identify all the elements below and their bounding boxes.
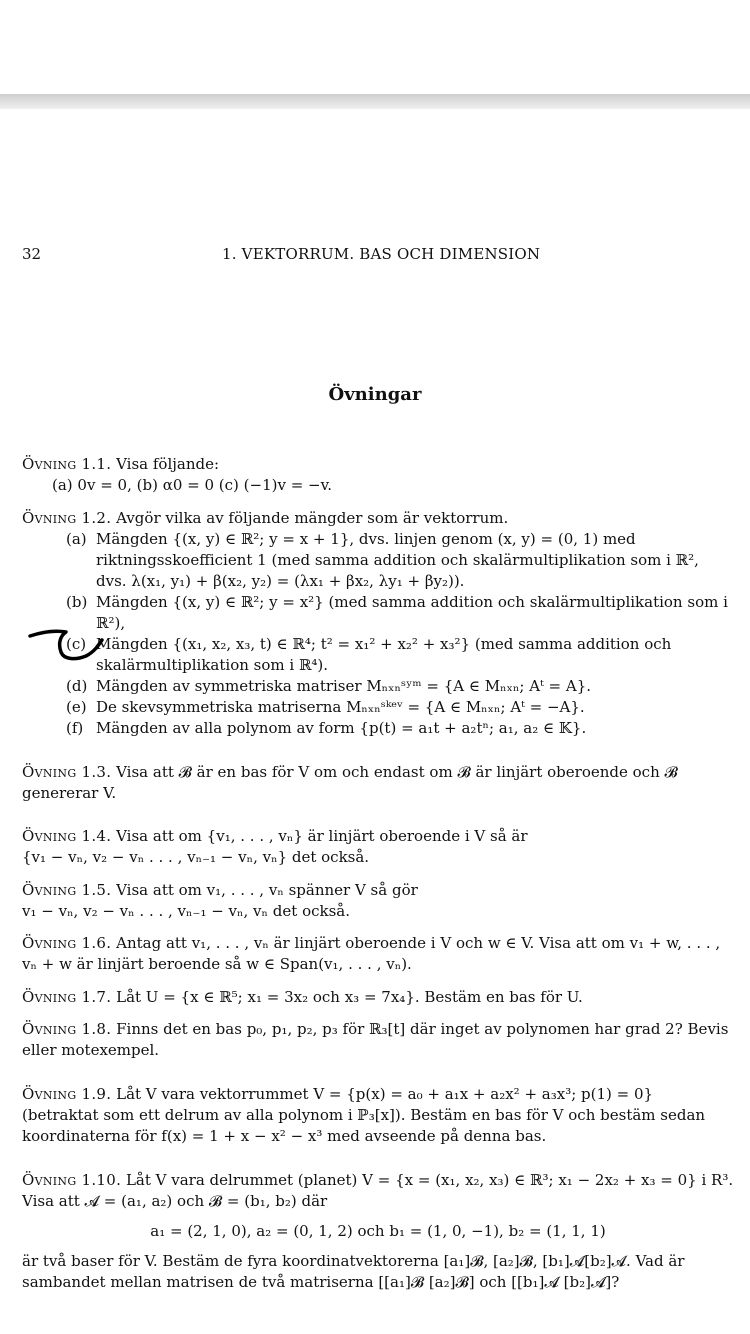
exercise-label: Övning 1.8. [22, 1020, 112, 1038]
item-text: Mängden av symmetriska matriser Mₙₓₙˢʸᵐ = {A ∈ Mₙₓₙ; Aᵗ = A}. [96, 677, 592, 695]
display-equation: a₁ = (2, 1, 0), a₂ = (0, 1, 2) och b₁ = (1, 0, −1), b₂ = (1, 1, 1) [150, 1222, 606, 1240]
exercise-label: Övning 1.10. [22, 1171, 122, 1189]
exercise-label: Övning 1.7. [22, 988, 112, 1006]
exercise-text: v₁ − vₙ, v₂ − vₙ . . . , vₙ₋₁ − vₙ, vₙ det också. [22, 902, 350, 920]
exercise-1-2 [22, 508, 734, 739]
exercise-label: Övning 1.1. [22, 455, 112, 473]
item-text: Mängden {(x, y) ∈ ℝ²; y = x + 1}, dvs. linjen genom (x, y) = (0, 1) med riktningsskoefficient 1 (med samma addition och skalärmultiplikation som i ℝ², dvs. λ(x₁, y₁) + β(x₂, y₂) = (λx₁ + βx₂, λy₁ + βy₂)). [96, 530, 699, 590]
page-number: 32 [22, 245, 42, 263]
item-text: Mängden av alla polynom av form {p(t) = a₁t + a₂tⁿ; a₁, a₂ ∈ 𝕂}. [96, 719, 587, 737]
exercise-1-1 [22, 454, 734, 496]
exercise-text: är två baser för V. Bestäm de fyra koordinatvektorerna [a₁]𝓑, [a₂]𝓑, [b₁]𝓐[b₂]𝓐. Vad är sambandet mellan matrisen de två matriserna [[a₁]𝓑 [a₂]𝓑] och [[b₁]𝓐 [b₂]𝓐]? [22, 1252, 685, 1291]
exercise-text: (a) 0v = 0, (b) α0 = 0 (c) (−1)v = −v. [52, 476, 333, 494]
item-tag: (b) [66, 593, 88, 611]
section-title: Övningar [328, 384, 422, 405]
exercise-text: Visa att om v₁, . . . , vₙ spänner V så gör [116, 881, 418, 899]
item-tag: (a) [66, 530, 87, 548]
exercise-label: Övning 1.6. [22, 934, 112, 952]
list-item [22, 718, 734, 739]
exercise-1-4 [22, 826, 734, 868]
item-tag: (d) [66, 677, 88, 695]
list-item [22, 697, 734, 718]
list-item [22, 676, 734, 697]
exercise-text: Visa att 𝓑 är en bas för V om och endast om 𝓑 är linjärt oberoende och 𝓑 genererar V. [22, 763, 678, 802]
list-item [22, 529, 734, 592]
item-tag: (e) [66, 698, 87, 716]
exercise-text: Visa följande: [116, 455, 220, 473]
item-text: De skevsymmetriska matriserna Mₙₓₙˢᵏᵉᵛ = {A ∈ Mₙₓₙ; Aᵗ = −A}. [96, 698, 585, 716]
exercise-1-10 [22, 1170, 734, 1293]
exercise-text: {v₁ − vₙ, v₂ − vₙ . . . , vₙ₋₁ − vₙ, vₙ} det också. [22, 848, 370, 866]
exercise-1-9 [22, 1084, 734, 1147]
exercise-label: Övning 1.4. [22, 827, 112, 845]
exercise-text: Låt V vara delrummet (planet) V = {x = (x₁, x₂, x₃) ∈ ℝ³; x₁ − 2x₂ + x₃ = 0} i R³. Visa att 𝓐 = (a₁, a₂) och 𝓑 = (b₁, b₂) där [22, 1171, 734, 1210]
exercise-label: Övning 1.9. [22, 1085, 112, 1103]
exercise-text: Antag att v₁, . . . , vₙ är linjärt oberoende i V och w ∈ V. Visa att om v₁ + w, . . . , vₙ + w är linjärt beroende så w ∈ Span(v₁, . . . , vₙ). [22, 934, 721, 973]
exercise-text: Låt V vara vektorrummet V = {p(x) = a₀ + a₁x + a₂x² + a₃x³; p(1) = 0} (betraktat som ett delrum av alla polynom i ℙ₃[x]). Bestäm en bas för V och bestäm sedan koordinaterna för f(x) = 1 + x − x² − x³ med avseende på denna bas. [22, 1085, 706, 1145]
exercise-label: Övning 1.5. [22, 881, 112, 899]
exercise-intro: Avgör vilka av följande mängder som är vektorrum. [116, 509, 509, 527]
handwritten-mark-icon [28, 626, 108, 666]
exercise-1-7 [22, 987, 734, 1008]
exercise-1-5 [22, 880, 734, 922]
item-tag: (f) [66, 719, 84, 737]
exercise-1-8 [22, 1019, 734, 1061]
exercise-label: Övning 1.3. [22, 763, 112, 781]
item-text: Mängden {(x₁, x₂, x₃, t) ∈ ℝ⁴; t² = x₁² + x₂² + x₃²} (med samma addition och skalärmultiplikation som i ℝ⁴). [96, 635, 672, 674]
exercise-text: Visa att om {v₁, . . . , vₙ} är linjärt oberoende i V så är [116, 827, 528, 845]
exercise-text: Finns det en bas p₀, p₁, p₂, p₃ för ℝ₃[t] där inget av polynomen har grad 2? Bevis eller motexempel. [22, 1020, 729, 1059]
running-head: 1. VEKTORRUM. BAS OCH DIMENSION [222, 245, 541, 263]
item-tag: (c) [66, 635, 87, 653]
list-item [22, 592, 734, 634]
exercise-1-6 [22, 933, 734, 975]
exercise-label: Övning 1.2. [22, 509, 112, 527]
list-item [22, 634, 734, 676]
exercise-text: Låt U = {x ∈ ℝ⁵; x₁ = 3x₂ och x₃ = 7x₄}. Bestäm en bas för U. [116, 988, 583, 1006]
item-text: Mängden {(x, y) ∈ ℝ²; y = x²} (med samma addition och skalärmultiplikation som i ℝ²), [96, 593, 728, 632]
exercise-1-3 [22, 762, 734, 804]
